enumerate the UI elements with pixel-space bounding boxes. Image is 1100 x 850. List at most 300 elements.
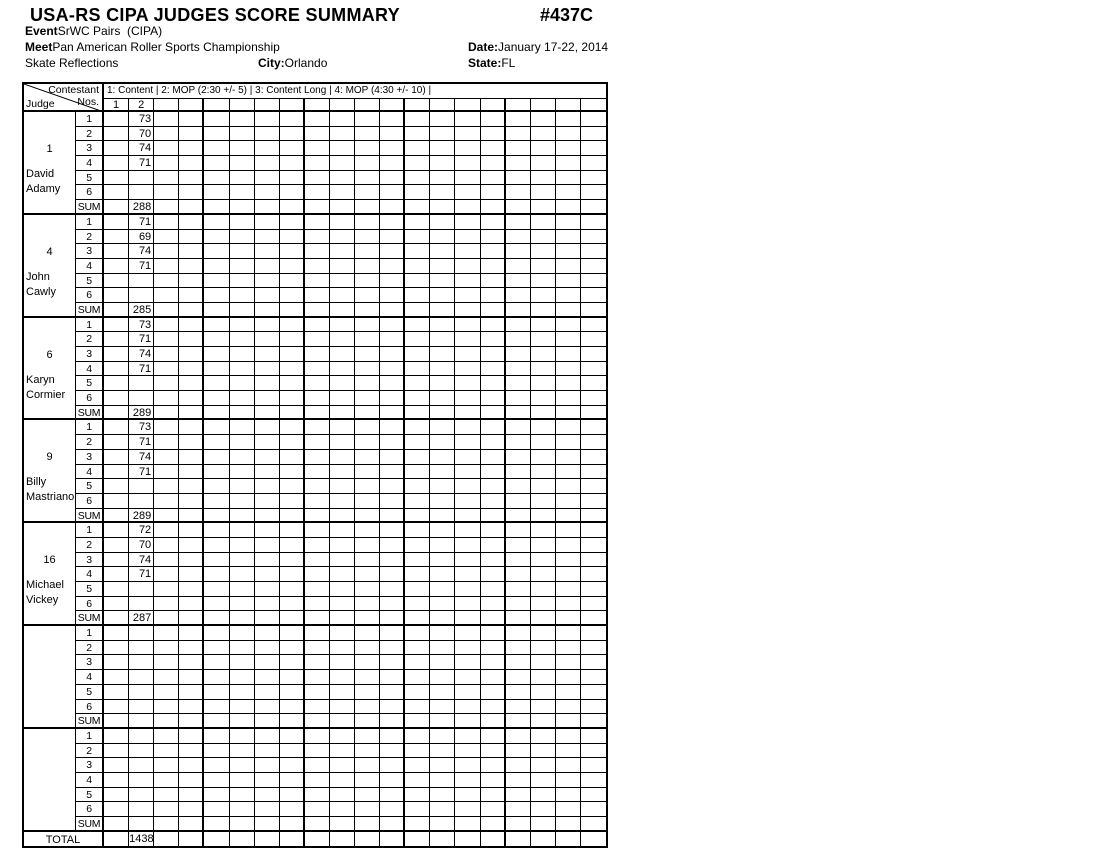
sum-value-cell bbox=[556, 200, 581, 215]
score-cell bbox=[506, 773, 531, 788]
date-label: Date: bbox=[468, 40, 499, 54]
score-cell bbox=[255, 362, 280, 377]
score-cell bbox=[481, 641, 506, 656]
score-cell bbox=[455, 758, 480, 773]
score-cell bbox=[355, 171, 380, 186]
sum-row-label: SUM bbox=[76, 714, 104, 729]
score-cell bbox=[355, 391, 380, 406]
score-cell bbox=[230, 523, 255, 538]
meet-label: Meet bbox=[25, 40, 53, 54]
score-cell bbox=[104, 597, 129, 612]
score-cell bbox=[280, 670, 305, 685]
event-row-label: 4 bbox=[76, 259, 104, 274]
sum-value-cell bbox=[380, 817, 405, 832]
score-cell bbox=[230, 685, 255, 700]
score-cell bbox=[531, 582, 556, 597]
sum-row-label: SUM bbox=[76, 303, 104, 318]
score-cell bbox=[204, 185, 229, 200]
sum-value-cell bbox=[430, 406, 455, 421]
sum-value-cell bbox=[355, 200, 380, 215]
score-cell bbox=[255, 230, 280, 245]
score-cell bbox=[430, 685, 455, 700]
score-cell bbox=[556, 244, 581, 259]
score-cell bbox=[355, 259, 380, 274]
score-cell bbox=[581, 332, 606, 347]
score-cell bbox=[230, 538, 255, 553]
score-cell bbox=[355, 802, 380, 817]
score-cell bbox=[330, 332, 355, 347]
sum-value-cell bbox=[280, 714, 305, 729]
score-cell bbox=[330, 141, 355, 156]
score-cell bbox=[204, 788, 229, 803]
state-value: FL bbox=[501, 56, 516, 70]
score-cell bbox=[330, 597, 355, 612]
score-cell bbox=[280, 479, 305, 494]
score-cell bbox=[405, 259, 430, 274]
contestant-col-header bbox=[154, 99, 179, 112]
score-cell bbox=[430, 274, 455, 289]
score-cell bbox=[380, 274, 405, 289]
score-cell bbox=[405, 523, 430, 538]
score-cell bbox=[154, 362, 179, 377]
score-cell bbox=[104, 700, 129, 715]
score-cell bbox=[556, 597, 581, 612]
score-cell bbox=[481, 288, 506, 303]
score-cell: 74 bbox=[129, 141, 154, 156]
score-cell bbox=[280, 391, 305, 406]
score-cell bbox=[330, 582, 355, 597]
score-cell bbox=[405, 788, 430, 803]
score-cell bbox=[305, 347, 330, 362]
score-cell bbox=[255, 318, 280, 333]
event-row-label: 6 bbox=[76, 802, 104, 817]
score-cell bbox=[280, 494, 305, 509]
score-cell bbox=[204, 391, 229, 406]
score-cell bbox=[204, 127, 229, 142]
score-cell bbox=[179, 171, 204, 186]
score-cell bbox=[430, 802, 455, 817]
score-cell bbox=[380, 156, 405, 171]
score-cell bbox=[380, 362, 405, 377]
score-cell bbox=[430, 479, 455, 494]
sum-value-cell bbox=[430, 509, 455, 524]
score-cell bbox=[104, 244, 129, 259]
score-cell bbox=[581, 567, 606, 582]
score-cell bbox=[380, 112, 405, 127]
score-cell bbox=[455, 127, 480, 142]
score-cell: 71 bbox=[129, 332, 154, 347]
score-cell: 73 bbox=[129, 318, 154, 333]
sum-value-cell bbox=[204, 714, 229, 729]
score-cell bbox=[255, 347, 280, 362]
score-cell bbox=[230, 435, 255, 450]
score-cell bbox=[581, 376, 606, 391]
score-cell bbox=[154, 641, 179, 656]
score-cell bbox=[280, 641, 305, 656]
score-cell bbox=[506, 788, 531, 803]
score-cell bbox=[330, 156, 355, 171]
score-cell bbox=[481, 420, 506, 435]
event-row-label: 3 bbox=[76, 655, 104, 670]
event-row-label: 5 bbox=[76, 582, 104, 597]
score-cell bbox=[481, 185, 506, 200]
score-cell bbox=[154, 259, 179, 274]
score-cell bbox=[255, 700, 280, 715]
event-value: SrWC Pairs (CIPA) bbox=[57, 24, 163, 38]
score-cell bbox=[280, 597, 305, 612]
score-cell bbox=[330, 318, 355, 333]
score-cell bbox=[556, 788, 581, 803]
score-cell bbox=[305, 171, 330, 186]
score-cell bbox=[305, 641, 330, 656]
score-cell bbox=[179, 553, 204, 568]
score-cell bbox=[179, 479, 204, 494]
score-cell bbox=[380, 582, 405, 597]
score-cell bbox=[179, 127, 204, 142]
sum-value-cell bbox=[455, 406, 480, 421]
score-cell bbox=[455, 744, 480, 759]
score-cell bbox=[455, 141, 480, 156]
score-cell bbox=[204, 494, 229, 509]
score-cell bbox=[305, 567, 330, 582]
score-cell bbox=[330, 376, 355, 391]
judge-name-line: Michael bbox=[26, 579, 64, 592]
score-cell bbox=[405, 288, 430, 303]
score-cell bbox=[455, 670, 480, 685]
sum-value-cell bbox=[531, 406, 556, 421]
score-cell bbox=[154, 523, 179, 538]
event-row-label: 1 bbox=[76, 112, 104, 127]
score-cell bbox=[506, 171, 531, 186]
score-cell bbox=[481, 362, 506, 377]
score-cell bbox=[506, 494, 531, 509]
score-cell bbox=[405, 156, 430, 171]
sum-value-cell bbox=[330, 509, 355, 524]
score-cell bbox=[581, 670, 606, 685]
score-cell bbox=[531, 700, 556, 715]
score-cell bbox=[581, 259, 606, 274]
event-row-label: 5 bbox=[76, 788, 104, 803]
score-cell bbox=[305, 112, 330, 127]
score-cell bbox=[280, 127, 305, 142]
score-cell bbox=[405, 802, 430, 817]
score-cell bbox=[129, 641, 154, 656]
score-cell bbox=[430, 582, 455, 597]
sum-value-cell bbox=[104, 817, 129, 832]
score-cell bbox=[455, 641, 480, 656]
total-value-cell bbox=[104, 832, 129, 847]
meet-line bbox=[25, 40, 280, 54]
score-cell bbox=[481, 773, 506, 788]
score-cell bbox=[430, 670, 455, 685]
score-cell bbox=[455, 553, 480, 568]
score-cell: 73 bbox=[129, 420, 154, 435]
score-cell bbox=[255, 744, 280, 759]
sum-value-cell bbox=[129, 714, 154, 729]
score-cell bbox=[355, 435, 380, 450]
score-cell bbox=[255, 641, 280, 656]
score-cell bbox=[481, 523, 506, 538]
sum-value-cell bbox=[430, 303, 455, 318]
score-cell bbox=[154, 274, 179, 289]
score-cell bbox=[129, 700, 154, 715]
total-value-cell bbox=[405, 832, 430, 847]
score-cell bbox=[481, 318, 506, 333]
sum-value-cell bbox=[255, 714, 280, 729]
event-row-label: 1 bbox=[76, 318, 104, 333]
sum-value-cell bbox=[280, 611, 305, 626]
score-cell bbox=[430, 729, 455, 744]
score-cell bbox=[581, 685, 606, 700]
score-cell bbox=[204, 332, 229, 347]
score-cell bbox=[355, 626, 380, 641]
score-cell bbox=[179, 788, 204, 803]
score-cell bbox=[305, 538, 330, 553]
score-cell bbox=[380, 141, 405, 156]
event-row-label: 6 bbox=[76, 391, 104, 406]
event-row-label: 2 bbox=[76, 744, 104, 759]
score-cell bbox=[330, 567, 355, 582]
score-cell bbox=[230, 230, 255, 245]
score-cell bbox=[430, 347, 455, 362]
score-cell bbox=[230, 729, 255, 744]
score-cell bbox=[330, 185, 355, 200]
score-cell bbox=[355, 141, 380, 156]
score-cell bbox=[280, 259, 305, 274]
score-cell bbox=[481, 655, 506, 670]
score-cell bbox=[104, 274, 129, 289]
score-cell bbox=[179, 626, 204, 641]
score-cell bbox=[405, 435, 430, 450]
sum-row-label: SUM bbox=[76, 611, 104, 626]
score-cell bbox=[506, 655, 531, 670]
event-row-label: 5 bbox=[76, 274, 104, 289]
score-cell bbox=[280, 274, 305, 289]
score-cell bbox=[506, 626, 531, 641]
sum-row-label: SUM bbox=[76, 509, 104, 524]
score-cell bbox=[430, 567, 455, 582]
score-cell bbox=[355, 567, 380, 582]
score-cell bbox=[154, 230, 179, 245]
score-cell bbox=[330, 479, 355, 494]
score-cell bbox=[405, 171, 430, 186]
sum-value-cell bbox=[255, 303, 280, 318]
score-cell bbox=[531, 655, 556, 670]
score-cell bbox=[230, 494, 255, 509]
score-cell bbox=[230, 450, 255, 465]
sum-value-cell bbox=[204, 509, 229, 524]
judge-number: 16 bbox=[43, 554, 56, 567]
score-cell bbox=[506, 127, 531, 142]
score-cell bbox=[129, 788, 154, 803]
score-cell bbox=[129, 391, 154, 406]
score-cell bbox=[380, 465, 405, 480]
score-cell bbox=[330, 729, 355, 744]
score-cell bbox=[255, 538, 280, 553]
score-cell bbox=[204, 288, 229, 303]
score-cell bbox=[355, 553, 380, 568]
sum-value-cell bbox=[330, 817, 355, 832]
event-row-label: 3 bbox=[76, 347, 104, 362]
score-cell bbox=[129, 626, 154, 641]
score-cell bbox=[280, 744, 305, 759]
score-cell bbox=[104, 494, 129, 509]
event-row-label: 6 bbox=[76, 494, 104, 509]
score-cell bbox=[204, 655, 229, 670]
score-cell bbox=[255, 802, 280, 817]
sum-value-cell bbox=[230, 200, 255, 215]
event-row-label: 3 bbox=[76, 758, 104, 773]
score-cell: 70 bbox=[129, 538, 154, 553]
sum-value-cell bbox=[455, 200, 480, 215]
score-cell bbox=[154, 244, 179, 259]
score-cell bbox=[204, 244, 229, 259]
score-cell bbox=[179, 567, 204, 582]
score-cell bbox=[380, 758, 405, 773]
score-cell bbox=[506, 274, 531, 289]
score-cell bbox=[330, 215, 355, 230]
contestant-col-header bbox=[380, 99, 405, 112]
score-cell bbox=[230, 185, 255, 200]
score-cell bbox=[581, 185, 606, 200]
event-legend: 1: Content | 2: MOP (2:30 +/- 5) | 3: Content Long | 4: MOP (4:30 +/- 10) | bbox=[104, 84, 606, 99]
score-cell bbox=[355, 185, 380, 200]
sum-value-cell bbox=[330, 406, 355, 421]
score-cell bbox=[305, 494, 330, 509]
score-cell bbox=[481, 171, 506, 186]
contestant-col-header bbox=[556, 99, 581, 112]
score-cell bbox=[481, 597, 506, 612]
event-row-label: 6 bbox=[76, 597, 104, 612]
sum-value-cell bbox=[230, 714, 255, 729]
sum-value-cell bbox=[154, 303, 179, 318]
sum-value-cell bbox=[506, 714, 531, 729]
score-cell bbox=[230, 215, 255, 230]
score-cell bbox=[531, 171, 556, 186]
score-cell bbox=[380, 685, 405, 700]
score-cell bbox=[405, 773, 430, 788]
score-cell bbox=[355, 773, 380, 788]
score-cell bbox=[506, 362, 531, 377]
score-cell bbox=[506, 685, 531, 700]
score-cell bbox=[280, 802, 305, 817]
score-cell bbox=[280, 685, 305, 700]
score-cell bbox=[305, 259, 330, 274]
score-cell bbox=[305, 788, 330, 803]
sum-value-cell bbox=[230, 611, 255, 626]
event-row-label: 4 bbox=[76, 362, 104, 377]
sum-value-cell bbox=[506, 200, 531, 215]
score-cell bbox=[255, 244, 280, 259]
score-cell bbox=[405, 494, 430, 509]
contestant-col-header bbox=[581, 99, 606, 112]
score-cell bbox=[230, 788, 255, 803]
total-value-cell bbox=[506, 832, 531, 847]
score-cell bbox=[330, 274, 355, 289]
score-cell bbox=[255, 465, 280, 480]
score-cell bbox=[255, 185, 280, 200]
score-cell bbox=[481, 112, 506, 127]
total-value-cell bbox=[531, 832, 556, 847]
score-cell bbox=[430, 538, 455, 553]
sum-value-cell bbox=[154, 611, 179, 626]
sum-value-cell bbox=[506, 406, 531, 421]
score-cell bbox=[531, 479, 556, 494]
sum-value-cell bbox=[280, 200, 305, 215]
score-cell bbox=[481, 700, 506, 715]
score-cell bbox=[531, 318, 556, 333]
score-cell bbox=[380, 376, 405, 391]
score-cell bbox=[556, 538, 581, 553]
score-cell bbox=[179, 347, 204, 362]
score-cell bbox=[255, 171, 280, 186]
score-cell bbox=[230, 758, 255, 773]
score-cell bbox=[330, 420, 355, 435]
sum-value-cell bbox=[380, 509, 405, 524]
score-cell bbox=[481, 141, 506, 156]
score-cell bbox=[330, 523, 355, 538]
score-cell bbox=[104, 435, 129, 450]
score-cell bbox=[506, 523, 531, 538]
sum-value-cell bbox=[179, 406, 204, 421]
score-cell bbox=[305, 802, 330, 817]
score-cell bbox=[104, 362, 129, 377]
score-cell bbox=[104, 655, 129, 670]
contestant-col-header: 2 bbox=[129, 99, 154, 112]
score-cell bbox=[355, 215, 380, 230]
score-cell bbox=[405, 347, 430, 362]
page-title: USA-RS CIPA JUDGES SCORE SUMMARY bbox=[30, 5, 400, 25]
score-cell bbox=[405, 567, 430, 582]
score-cell bbox=[455, 215, 480, 230]
sum-value-cell bbox=[154, 200, 179, 215]
score-cell bbox=[556, 700, 581, 715]
judge-name-line: Mastriano bbox=[26, 491, 75, 504]
event-row-label: 4 bbox=[76, 773, 104, 788]
score-cell bbox=[104, 465, 129, 480]
score-cell bbox=[506, 597, 531, 612]
score-cell bbox=[280, 450, 305, 465]
sum-value-cell bbox=[305, 817, 330, 832]
score-cell bbox=[230, 420, 255, 435]
sum-value-cell bbox=[255, 200, 280, 215]
sum-value-cell bbox=[430, 611, 455, 626]
score-cell bbox=[204, 376, 229, 391]
score-cell: 74 bbox=[129, 553, 154, 568]
sum-value-cell bbox=[581, 611, 606, 626]
score-cell bbox=[355, 376, 380, 391]
score-cell bbox=[280, 655, 305, 670]
score-cell bbox=[455, 435, 480, 450]
score-cell bbox=[330, 112, 355, 127]
score-cell bbox=[506, 244, 531, 259]
meet-value: Pan American Roller Sports Championship bbox=[52, 40, 280, 54]
sum-value-cell bbox=[380, 406, 405, 421]
score-cell bbox=[230, 670, 255, 685]
score-cell bbox=[104, 479, 129, 494]
score-cell bbox=[380, 700, 405, 715]
sum-value-cell bbox=[204, 303, 229, 318]
total-value-cell bbox=[430, 832, 455, 847]
score-cell bbox=[430, 215, 455, 230]
score-cell bbox=[380, 318, 405, 333]
score-cell bbox=[255, 127, 280, 142]
score-cell bbox=[506, 802, 531, 817]
score-cell bbox=[255, 391, 280, 406]
score-cell bbox=[506, 112, 531, 127]
total-value-cell bbox=[380, 832, 405, 847]
score-cell bbox=[355, 729, 380, 744]
